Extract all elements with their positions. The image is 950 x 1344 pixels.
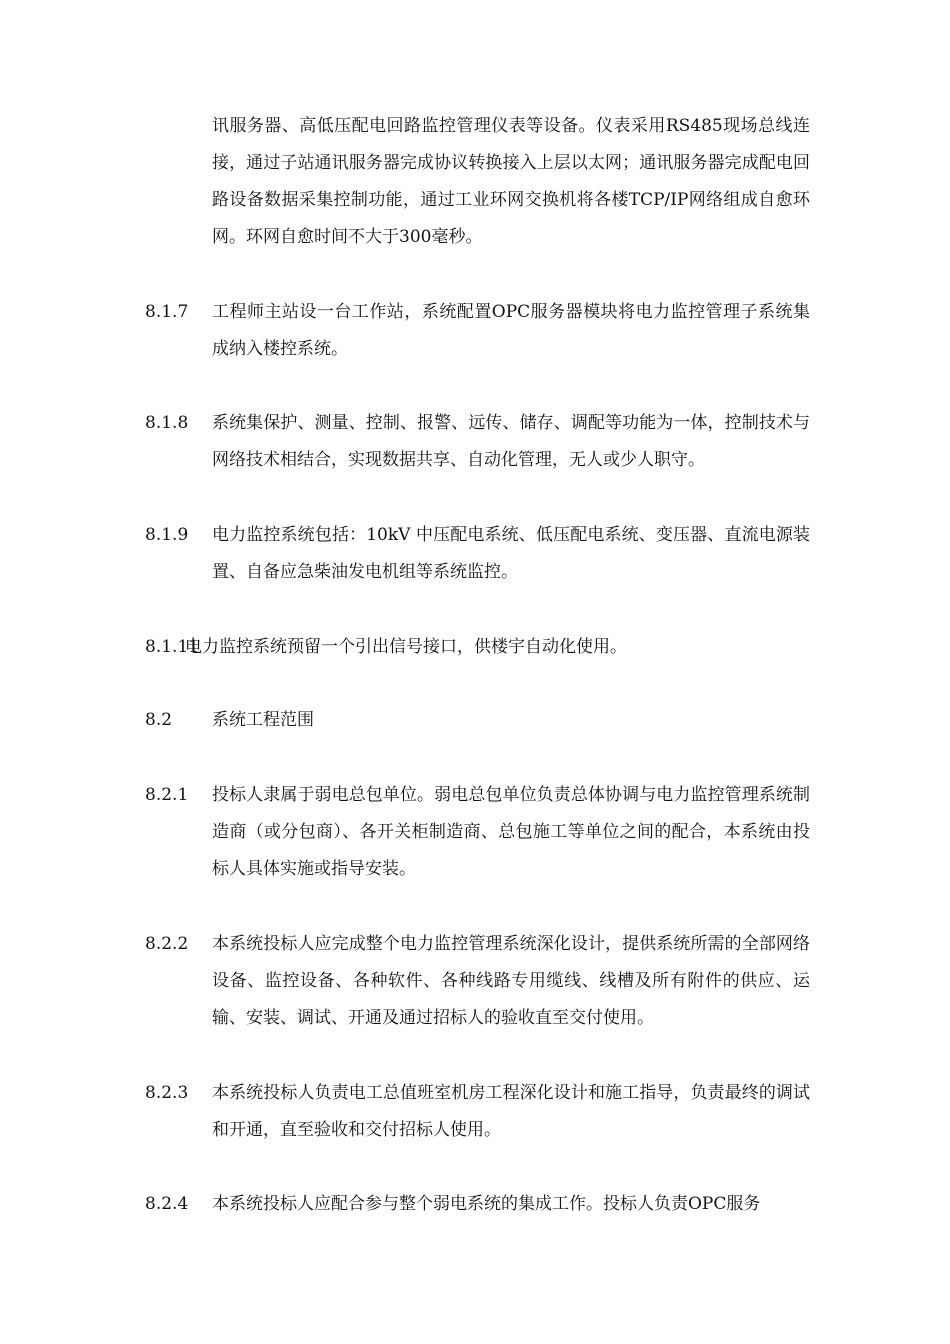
section-number: 8.1.11 [145,637,200,657]
section-number: 8.2.3 [145,1083,189,1103]
section-8-1-8 [145,405,810,479]
section-number: 8.2.1 [145,785,189,805]
section-text: 本系统投标人应完成整个电力监控管理系统深化设计，提供系统所需的全部网络设备、监控设备、各种软件、各种线路专用缆线、线槽及所有附件的供应、运输、安装、调试、开通及通过招标人的验收直至交付使用。 [212,934,810,1028]
section-number: 8.2.2 [145,934,189,954]
section-8-2 [145,702,810,739]
section-number: 8.1.7 [145,302,189,322]
section-number: 8.2 [145,710,173,730]
section-text: 电力监控系统预留一个引出信号接口，供楼宇自动化使用。 [185,637,627,657]
section-8-2-3 [145,1075,810,1149]
section-heading: 系统工程范围 [212,710,314,730]
section-8-2-4 [145,1186,810,1223]
section-number: 8.2.4 [145,1194,189,1214]
section-number: 8.1.8 [145,413,189,433]
section-text: 投标人隶属于弱电总包单位。弱电总包单位负责总体协调与电力监控管理系统制造商（或分包商）、各开关柜制造商、总包施工等单位之间的配合，本系统由投标人具体实施或指导安装。 [212,785,810,879]
section-8-1-11 [145,629,810,666]
section-8-2-2 [145,926,810,1037]
section-8-1-9 [145,517,810,591]
section-text: 本系统投标人应配合参与整个弱电系统的集成工作。投标人负责OPC服务 [212,1194,761,1214]
section-8-2-1 [145,777,810,888]
section-text: 系统集保护、测量、控制、报警、远传、储存、调配等功能为一体，控制技术与网络技术相结合，实现数据共享、自动化管理，无人或少人职守。 [212,413,810,470]
intro-paragraph: 讯服务器、高低压配电回路监控管理仪表等设备。仪表采用RS485现场总线连接，通过子站通讯服务器完成协议转换接入上层以太网；通讯服务器完成配电回路设备数据采集控制功能，通过工业环网交换机将各楼TCP/IP网络组成自愈环网。环网自愈时间不大于300毫秒。 [212,116,810,247]
section-text: 工程师主站设一台工作站，系统配置OPC服务器模块将电力监控管理子系统集成纳入楼控系统。 [212,302,810,359]
section-number: 8.1.9 [145,525,189,545]
section-text: 本系统投标人负责电工总值班室机房工程深化设计和施工指导，负责最终的调试和开通，直至验收和交付招标人使用。 [212,1083,810,1140]
intro-paragraph-block [145,108,810,256]
section-text: 电力监控系统包括：10kV 中压配电系统、低压配电系统、变压器、直流电源装置、自备应急柴油发电机组等系统监控。 [212,525,810,582]
section-8-1-7 [145,294,810,368]
